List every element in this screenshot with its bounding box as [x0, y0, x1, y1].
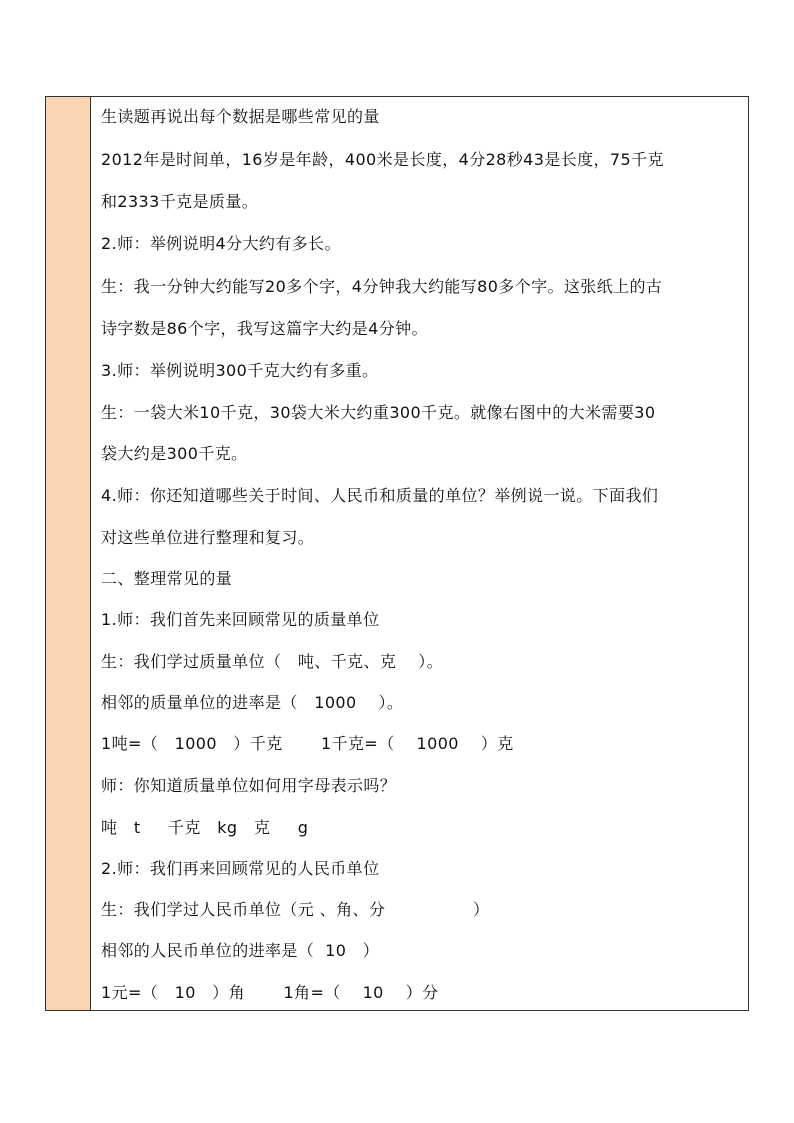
text-line-money-conversion: 1元=（ 10 ）角 1角=（ 10 ）分: [101, 983, 439, 1002]
text-line-mass-letters-q: 师：你知道质量单位如何用字母表示吗？: [101, 776, 397, 795]
text-line-mass-letters: 吨 t 千克 kg 克 g: [101, 818, 309, 837]
text-line-question-3: 3.师：举例说明300千克大约有多重。: [101, 361, 379, 380]
text-line-question-4b: 对这些单位进行整理和复习。: [101, 528, 315, 547]
lesson-content-cell: [101, 97, 738, 1010]
text-line-student-3b: 袋大约是300千克。: [101, 444, 248, 463]
text-line-mass-conversion: 1吨=（ 1000 ）千克 1千克=（ 1000 ）克: [101, 734, 514, 753]
lesson-table: [45, 96, 749, 1011]
section-heading: 二、整理常见的量: [101, 569, 233, 588]
text-line-intro: 生读题再说出每个数据是哪些常见的量: [101, 107, 380, 126]
text-line-question-2: 2.师：举例说明4分大约有多长。: [101, 234, 341, 253]
text-line-answer-1: 2012年是时间单，16岁是年龄，400米是长度，4分28秒43是长度，75千克: [101, 150, 664, 169]
text-line-mass-intro: 1.师：我们首先来回顾常见的质量单位: [101, 610, 380, 629]
text-line-answer-2: 和2333千克是质量。: [101, 192, 259, 211]
text-line-mass-rate: 相邻的质量单位的进率是（ 1000 ）。: [101, 693, 404, 712]
text-line-student-2a: 生：我一分钟大约能写20多个字，4分钟我大约能写80多个字。这张纸上的古: [101, 277, 663, 296]
text-line-money-rate: 相邻的人民币单位的进率是（ 10 ）: [101, 941, 380, 960]
text-line-question-4a: 4.师：你还知道哪些关于时间、人民币和质量的单位？举例说一说。下面我们: [101, 486, 659, 505]
side-shaded-cell: [46, 97, 91, 1010]
text-line-student-3a: 生：一袋大米10千克，30袋大米大约重300千克。就像右图中的大米需要30: [101, 403, 656, 422]
text-line-money-intro: 2.师：我们再来回顾常见的人民币单位: [101, 859, 380, 878]
text-line-money-units: 生：我们学过人民币单位（元 、角、分 ）: [101, 900, 490, 919]
text-line-mass-units: 生：我们学过质量单位（ 吨、千克、克 ）。: [101, 652, 444, 671]
text-line-student-2b: 诗字数是86个字，我写这篇字大约是4分钟。: [101, 319, 428, 338]
